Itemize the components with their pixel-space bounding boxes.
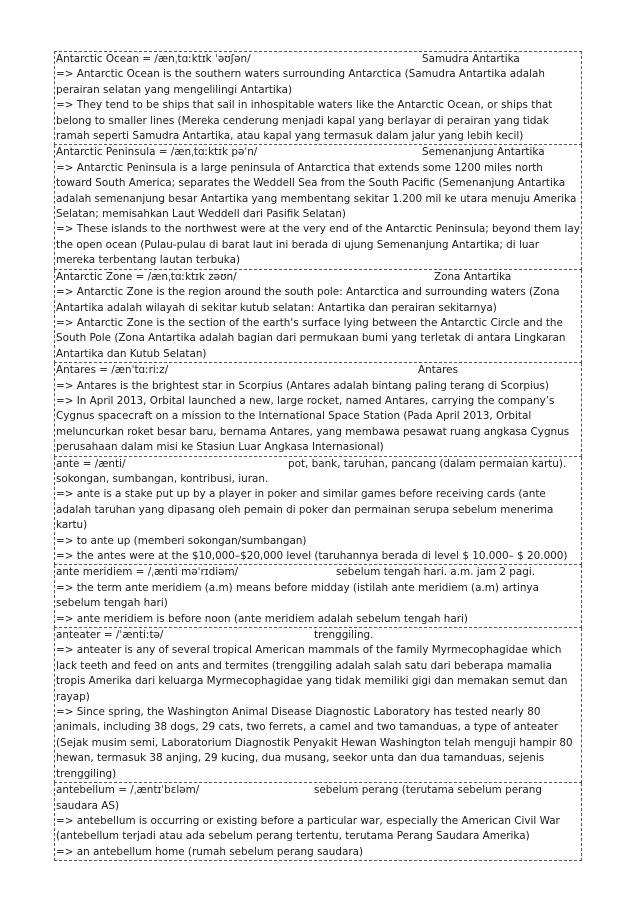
example-line: => Antarctic Zone is the section of the earth's surface lying between the Antarctic Circle and the South Pole (Zona Antartika adalah bagian dari permukaan bumi yang terletak di antara Lingkaran Antartika dan Kutub Selatan) (56, 316, 566, 360)
headword: Antarctic Peninsula = /ænˌtɑːktɪk pəˈn/ (56, 146, 258, 159)
example-line: => the antes were at the $10,000–$20,000 level (taruhannya berada di level $ 10.000– $ 20.000) (56, 550, 568, 562)
headword: antebellum = /ˌæntɪˈbɛləm/ (56, 784, 200, 797)
dictionary-entry-antarctic-peninsula (54, 145, 582, 269)
example-line: => the term ante meridiem (a.m) means before midday (istilah ante meridiem (a.m) artinya sebelum tengah hari) (56, 581, 539, 610)
translation: pot, bank, taruhan, pancang (dalam permaian kartu). (288, 457, 567, 470)
entry-head (56, 363, 580, 378)
translation: sebelum perang (terutama sebelum perang saudara AS) (56, 784, 542, 812)
translation: Zona Antartika (434, 270, 512, 283)
dictionary-page (54, 51, 582, 861)
dictionary-entry-antebellum (54, 783, 582, 861)
headword: ante = /ænti/ (56, 457, 126, 470)
example-line: => Since spring, the Washington Animal Disease Diagnostic Laboratory has tested nearly 80 animals, including 38 dogs, 29 cats, two ferrets, a camel and two tamanduas, a type of anteater (Sejak musim semi, Laboratorium Diagnostik Penyakit Hewan Washington telah menguji hampir 80 hewan, termasuk 38 anjing, 29 kucing, dua musang, seekor unta dan dua tamanduas, sejenis trenggiling) (56, 706, 573, 780)
headword: Antarctic Zone = /ænˌtɑːktɪk zəʊn/ (56, 270, 237, 283)
entry-head (56, 565, 580, 580)
entry-head (56, 145, 580, 160)
translation: Antares (418, 364, 458, 377)
entry-head (56, 270, 580, 285)
example-line: => Antarctic Ocean is the southern waters surrounding Antarctica (Samudra Antartika adalah perairan selatan yang mengelilingi Antartika) (56, 68, 545, 96)
example-line: => These islands to the northwest were at the very end of the Antarctic Peninsula; beyond them lay the open ocean (Pulau-pulau di barat laut ini berada di ujung Semenanjung Antartika; di luar mereka terbentang lautan terbuka) (56, 223, 580, 267)
dictionary-entry-antarctic-ocean (54, 51, 582, 145)
entry-head (56, 628, 580, 643)
translation: trenggiling. (314, 629, 374, 642)
example-line: => antebellum is occurring or existing before a particular war, especially the American Civil War (antebellum terjadi atau ada sebelum perang tertentu, terutama Perang Saudara Amerika) (56, 814, 560, 843)
dictionary-entry-antares (54, 363, 582, 456)
entry-head (56, 457, 580, 472)
headword: anteater = /ˈæntiːtə/ (56, 629, 164, 642)
dictionary-entry-antarctic-zone (54, 270, 582, 363)
example-line: => Antares is the brightest star in Scorpius (Antares adalah bintang paling terang di Scorpius) (56, 379, 549, 392)
translation: sebelum tengah hari. a.m. jam 2 pagi. (336, 566, 536, 579)
headword: Antares = /ænˈtɑːriːz/ (56, 364, 169, 377)
example-line: => ante is a stake put up by a player in poker and similar games before receiving cards (ante adalah taruhan yang dipasang oleh pemain di poker dan permainan serupa sebelum menerima kartu) (56, 488, 554, 532)
example-line: => to ante up (memberi sokongan/sumbangan) (56, 534, 307, 547)
dictionary-entry-anteater (54, 628, 582, 783)
example-line: => Antarctic Peninsula is a large peninsula of Antarctica that extends some 1200 miles north toward South America; separates the Weddell Sea from the South Pacific (Semenanjung Antartika adalah semenanjung besar Antartika yang membentang sekitar 1.200 mil ke utara menuju Amerika Selatan; memisahkan Laut Weddell dari Pasifik Selatan) (56, 161, 577, 221)
example-line: => They tend to be ships that sail in inhospitable waters like the Antarctic Ocean, or ships that belong to smaller lines (Mereka cenderung menjadi kapal yang berlayar di perairan yang tidak ramah seperti Samudra Antartika, atau kapal yang termasuk dalam jalur yang lebih kecil) (56, 99, 553, 143)
example-line: sokongan, sumbangan, kontribusi, iuran. (56, 472, 269, 485)
headword: Antarctic Ocean = /ænˌtɑːktɪk ˈəʊʃən/ (56, 53, 251, 65)
headword: ante meridiem = /ˌænti məˈrɪdiəm/ (56, 566, 239, 579)
entry-head (56, 52, 580, 67)
example-line: => anteater is any of several tropical American mammals of the family Myrmecophagidae which lack teeth and feed on ants and termites (trenggiling adalah salah satu dari beberapa mamalia tropis Amerika dari keluarga Myrmecophagidae yang tidak memiliki gigi dan memakan semut dan rayap) (56, 644, 568, 703)
dictionary-entry-ante (54, 457, 582, 566)
example-line: => ante meridiem is before noon (ante meridiem adalah sebelum tengah hari) (56, 612, 468, 625)
dictionary-entry-ante-meridiem (54, 565, 582, 628)
translation: Semenanjung Antartika (422, 146, 545, 159)
example-line: => In April 2013, Orbital launched a new, large rocket, named Antares, carrying the company’s Cygnus spacecraft on a mission to the International Space Station (Pada April 2013, Orbital meluncurkan roket besar baru, bernama Antares, yang membawa pesawat ruang angkasa Cygnus perusahaan dalam misi ke Stasiun Luar Angkasa Internasional) (56, 394, 570, 454)
entry-head (56, 783, 580, 814)
translation: Samudra Antartika (422, 53, 520, 65)
example-line: => an antebellum home (rumah sebelum perang saudara) (56, 845, 364, 858)
example-line: => Antarctic Zone is the region around the south pole: Antarctica and surrounding waters (Zona Antartika adalah wilayah di sekitar kutub selatan: Antartika dan perairan sekitarnya) (56, 286, 560, 314)
